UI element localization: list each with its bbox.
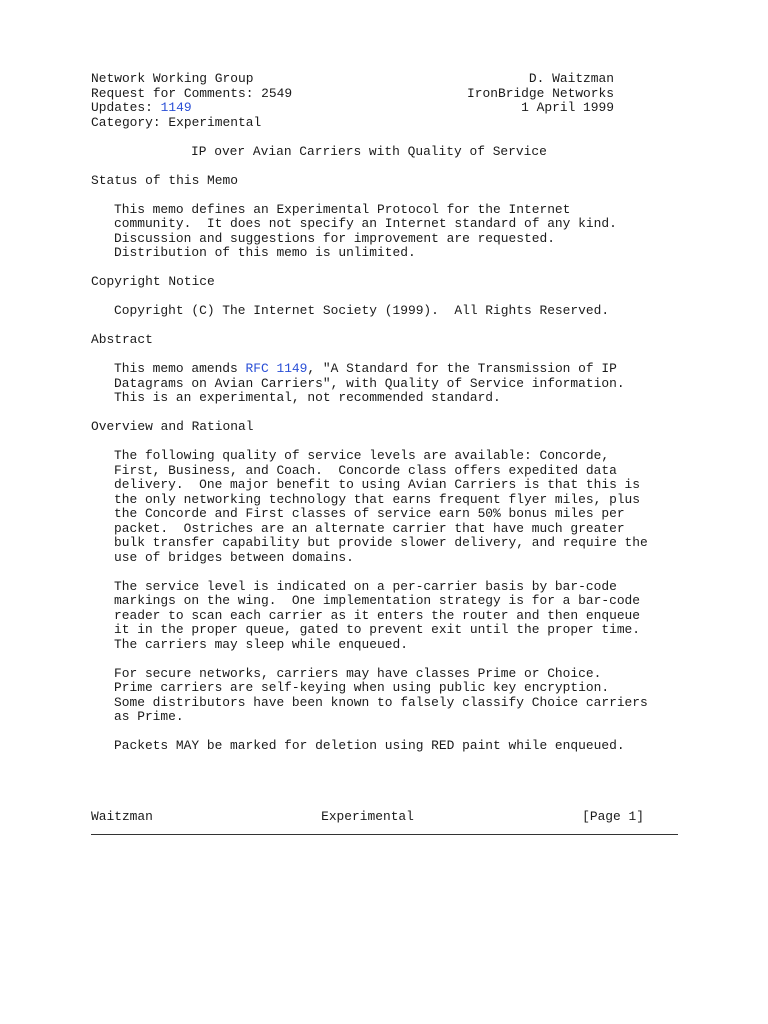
- overview-p2-line: The service level is indicated on a per-carrier basis by bar-code: [114, 578, 617, 594]
- spacer: [91, 159, 679, 174]
- overview-p1-line: the Concorde and First classes of service earn 50% bonus miles per: [114, 506, 625, 521]
- header-left-category: Category: Experimental: [91, 114, 262, 130]
- spacer: [91, 725, 679, 740]
- status-heading: Status of this Memo: [91, 172, 238, 188]
- spacer: [91, 290, 679, 305]
- overview-p1-line: bulk transfer capability but provide slower delivery, and require the: [114, 535, 648, 550]
- header-row-3: [91, 101, 614, 116]
- overview-heading: Overview and Rational: [91, 419, 254, 434]
- rfc-page: [91, 72, 679, 754]
- header-row-1: [91, 72, 614, 87]
- footer-page-number: [Page 1]: [582, 809, 644, 824]
- header-right-author: D. Waitzman: [528, 71, 614, 86]
- document-title: IP over Avian Carriers with Quality of Service: [191, 143, 547, 159]
- rfc-1149-link[interactable]: RFC 1149: [245, 361, 308, 376]
- header-left-working-group: Network Working Group: [91, 71, 254, 86]
- status-line: Distribution of this memo is unlimited.: [114, 245, 416, 260]
- overview-p4-line: Packets MAY be marked for deletion using RED paint while enqueued.: [114, 738, 625, 753]
- abstract-line: [91, 362, 679, 377]
- overview-p2-line: The carriers may sleep while enqueued.: [114, 636, 408, 652]
- overview-p1-line: packet. Ostriches are an alternate carrier that have much greater: [114, 520, 625, 536]
- header-right-organization: IronBridge Networks: [467, 85, 614, 101]
- footer-author: Waitzman: [91, 809, 153, 824]
- abstract-line: Datagrams on Avian Carriers", with Quality of Service information.: [114, 375, 625, 391]
- copyright-text: Copyright (C) The Internet Society (1999). All Rights Reserved.: [114, 303, 610, 318]
- overview-p1-line: First, Business, and Coach. Concorde class offers expedited data: [114, 462, 617, 478]
- spacer: [91, 130, 679, 145]
- overview-p3-line: Prime carriers are self-keying when using public key encryption.: [114, 680, 610, 695]
- abstract-line1-pre: This memo amends: [114, 361, 246, 376]
- abstract-heading: Abstract: [91, 332, 153, 347]
- overview-p1-line: the only networking technology that earns frequent flyer miles, plus: [114, 491, 641, 507]
- footer-category: Experimental: [321, 809, 414, 824]
- spacer: [91, 319, 679, 334]
- overview-p1-line: delivery. One major benefit to using Avian Carriers is that this is: [114, 477, 641, 492]
- abstract-line: This is an experimental, not recommended standard.: [114, 390, 501, 405]
- updates-label: Updates:: [91, 100, 161, 115]
- copyright-heading: Copyright Notice: [91, 274, 215, 289]
- overview-p1-line: use of bridges between domains.: [114, 549, 354, 565]
- status-line: Discussion and suggestions for improvement are requested.: [114, 230, 555, 246]
- header-left-updates: [91, 101, 192, 116]
- spacer: [91, 652, 679, 667]
- overview-p1-line: The following quality of service levels are available: Concorde,: [114, 448, 610, 463]
- spacer: [91, 348, 679, 363]
- overview-p2-line: it in the proper queue, gated to prevent exit until the proper time.: [114, 622, 641, 637]
- page-footer: [91, 810, 644, 825]
- overview-p3-line: For secure networks, carriers may have classes Prime or Choice.: [114, 665, 602, 681]
- header-left-rfc-number: Request for Comments: 2549: [91, 85, 293, 101]
- spacer: [91, 406, 679, 421]
- overview-p3-line: as Prime.: [114, 709, 184, 724]
- spacer: [91, 188, 679, 203]
- header-row-2: [91, 87, 614, 102]
- status-line: This memo defines an Experimental Protocol for the Internet: [114, 201, 571, 217]
- overview-p2-line: markings on the wing. One implementation strategy is for a bar-code: [114, 593, 641, 608]
- overview-p2-line: reader to scan each carrier as it enters the router and then enqueue: [114, 607, 641, 623]
- updates-link[interactable]: 1149: [160, 100, 192, 115]
- page-divider: [91, 834, 678, 835]
- header-right-date: 1 April 1999: [521, 100, 614, 115]
- spacer: [91, 261, 679, 276]
- spacer: [91, 435, 679, 450]
- overview-p3-line: Some distributors have been known to falsely classify Choice carriers: [114, 694, 648, 710]
- abstract-line1-post: , "A Standard for the Transmission of IP: [307, 361, 617, 376]
- status-line: community. It does not specify an Internet standard of any kind.: [114, 216, 617, 231]
- spacer: [91, 565, 679, 580]
